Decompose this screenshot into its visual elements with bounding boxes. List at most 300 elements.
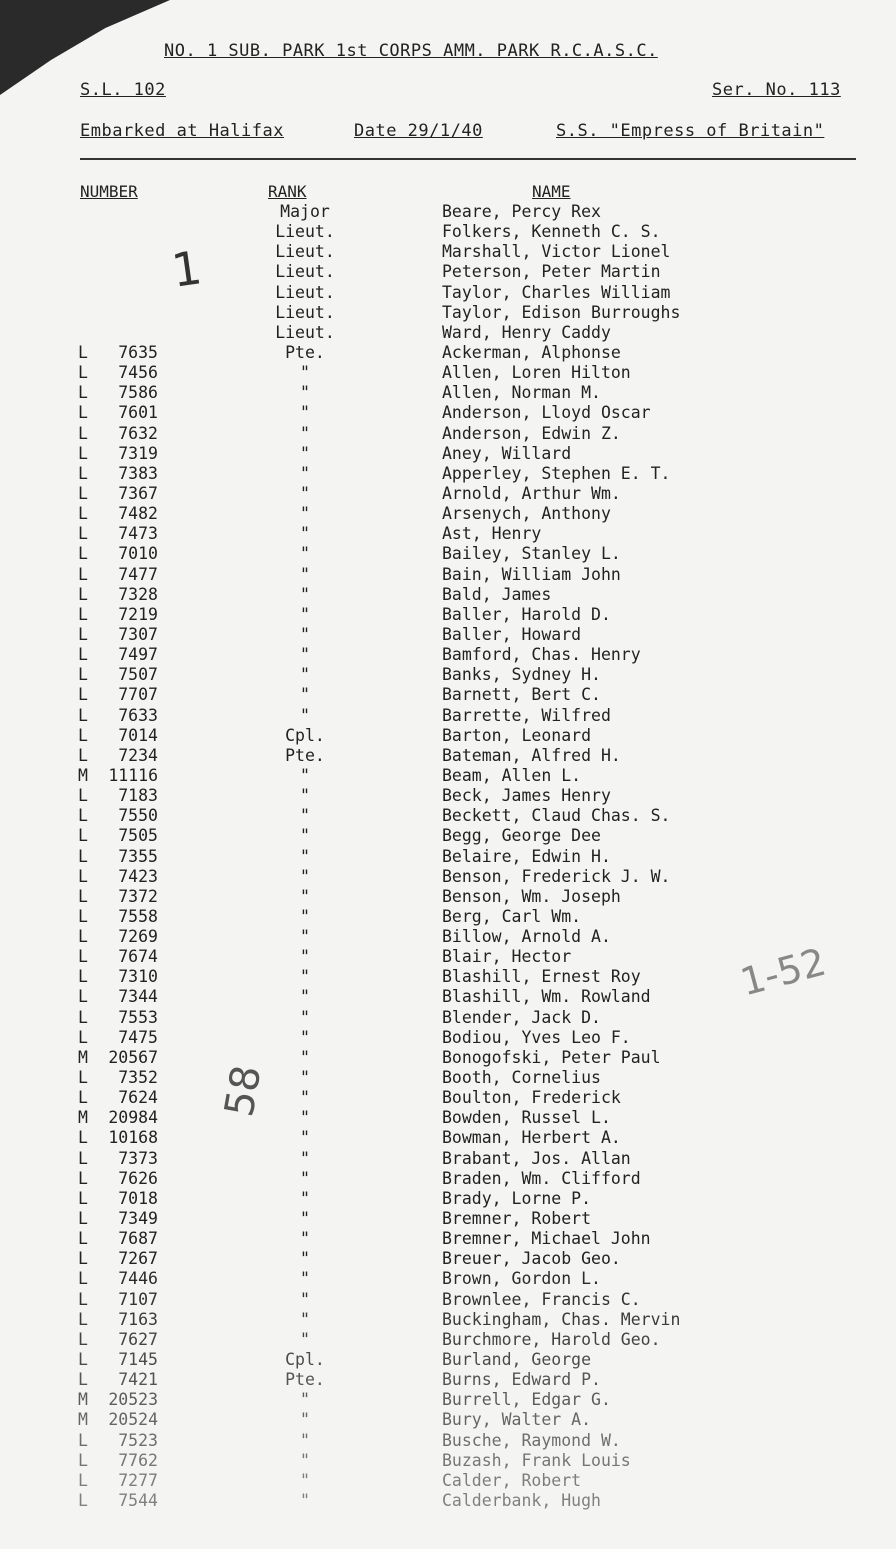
row-rank: " — [300, 544, 310, 564]
row-rank: Cpl. — [285, 725, 325, 745]
row-rank: " — [300, 806, 310, 826]
row-rank: " — [300, 443, 310, 463]
handwritten-tick: 1 — [168, 240, 205, 298]
row-prefix: L — [78, 1289, 88, 1309]
row-rank: " — [300, 665, 310, 685]
row-rank: Pte. — [285, 745, 325, 765]
row-number: 7319 — [118, 443, 158, 463]
row-prefix: L — [78, 1430, 88, 1450]
row-number: 7627 — [118, 1329, 158, 1349]
table-row — [0, 847, 896, 867]
row-number: 7497 — [118, 645, 158, 665]
row-prefix: L — [78, 786, 88, 806]
row-prefix: M — [78, 1390, 88, 1410]
row-prefix: L — [78, 886, 88, 906]
row-rank: " — [300, 846, 310, 866]
row-name: Burrell, Edgar G. — [442, 1390, 611, 1410]
row-name: Calder, Robert — [442, 1470, 582, 1490]
row-rank: " — [300, 584, 310, 604]
row-name: Brownlee, Francis C. — [442, 1289, 641, 1309]
row-name: Begg, George Dee — [442, 826, 601, 846]
table-row — [0, 323, 896, 343]
row-number: 7550 — [118, 806, 158, 826]
table-row — [0, 1088, 896, 1108]
row-number: 7674 — [118, 947, 158, 967]
row-name: Bowman, Herbert A. — [442, 1128, 621, 1148]
row-number: 7456 — [118, 363, 158, 383]
table-row — [0, 826, 896, 846]
row-rank: " — [300, 886, 310, 906]
table-row — [0, 403, 896, 423]
row-number: 20523 — [108, 1390, 158, 1410]
row-rank: " — [300, 624, 310, 644]
table-row — [0, 706, 896, 726]
table-row — [0, 645, 896, 665]
row-name: Booth, Cornelius — [442, 1068, 601, 1088]
row-name: Blashill, Ernest Roy — [442, 967, 641, 987]
row-name: Beckett, Claud Chas. S. — [442, 806, 671, 826]
row-prefix: L — [78, 403, 88, 423]
row-rank: " — [300, 1168, 310, 1188]
row-name: Bodiou, Yves Leo F. — [442, 1027, 631, 1047]
row-name: Brady, Lorne P. — [442, 1188, 592, 1208]
row-number: 7482 — [118, 504, 158, 524]
row-rank: " — [300, 1027, 310, 1047]
row-number: 7373 — [118, 1148, 158, 1168]
row-number: 7145 — [118, 1350, 158, 1370]
row-prefix: L — [78, 987, 88, 1007]
row-number: 7267 — [118, 1249, 158, 1269]
table-row — [0, 766, 896, 786]
row-name: Apperley, Stephen E. T. — [442, 463, 671, 483]
row-prefix: L — [78, 463, 88, 483]
row-number: 7383 — [118, 463, 158, 483]
row-number: 7523 — [118, 1430, 158, 1450]
table-row — [0, 544, 896, 564]
table-row — [0, 1229, 896, 1249]
row-rank: " — [300, 866, 310, 886]
row-name: Marshall, Victor Lionel — [442, 242, 671, 262]
table-row — [0, 867, 896, 887]
row-number: 7018 — [118, 1188, 158, 1208]
row-prefix: L — [78, 1249, 88, 1269]
row-name: Bamford, Chas. Henry — [442, 645, 641, 665]
header-rule — [80, 158, 856, 160]
row-name: Bremner, Robert — [442, 1209, 592, 1229]
row-number: 7183 — [118, 786, 158, 806]
row-number: 7307 — [118, 624, 158, 644]
row-name: Barton, Leonard — [442, 725, 592, 745]
row-prefix: L — [78, 906, 88, 926]
row-name: Taylor, Edison Burroughs — [442, 302, 681, 322]
table-row — [0, 806, 896, 826]
row-prefix: L — [78, 1329, 88, 1349]
row-name: Busche, Raymond W. — [442, 1430, 621, 1450]
row-name: Arsenych, Anthony — [442, 504, 611, 524]
row-prefix: L — [78, 524, 88, 544]
row-rank: " — [300, 1007, 310, 1027]
row-name: Bremner, Michael John — [442, 1229, 651, 1249]
table-row — [0, 1189, 896, 1209]
table-row — [0, 1410, 896, 1430]
row-prefix: L — [78, 846, 88, 866]
row-rank: " — [300, 504, 310, 524]
row-number: 7624 — [118, 1088, 158, 1108]
table-row — [0, 1370, 896, 1390]
margin-note: 58 — [216, 1061, 271, 1121]
row-number: 7269 — [118, 927, 158, 947]
table-row — [0, 1491, 896, 1511]
row-prefix: L — [78, 826, 88, 846]
row-rank: " — [300, 423, 310, 443]
row-number: 7349 — [118, 1209, 158, 1229]
row-number: 10168 — [108, 1128, 158, 1148]
row-name: Allen, Loren Hilton — [442, 363, 631, 383]
row-prefix: L — [78, 866, 88, 886]
side-pencil-note: 1-52 — [735, 939, 831, 1005]
row-rank: " — [300, 1329, 310, 1349]
row-rank: " — [300, 685, 310, 705]
row-prefix: L — [78, 1350, 88, 1370]
row-rank: Lieut. — [275, 222, 335, 242]
table-row — [0, 1048, 896, 1068]
table-row — [0, 907, 896, 927]
row-name: Braden, Wm. Clifford — [442, 1168, 641, 1188]
row-prefix: L — [78, 1188, 88, 1208]
row-rank: " — [300, 524, 310, 544]
row-number: 7328 — [118, 584, 158, 604]
row-name: Barnett, Bert C. — [442, 685, 601, 705]
row-rank: " — [300, 1410, 310, 1430]
row-prefix: L — [78, 1168, 88, 1188]
row-name: Beck, James Henry — [442, 786, 611, 806]
table-row — [0, 1431, 896, 1451]
row-number: 7310 — [118, 967, 158, 987]
table-row — [0, 1330, 896, 1350]
row-prefix: L — [78, 705, 88, 725]
row-name: Ast, Henry — [442, 524, 542, 544]
row-prefix: L — [78, 1370, 88, 1390]
table-row — [0, 1128, 896, 1148]
column-header-name: NAME — [532, 182, 571, 201]
row-name: Baller, Harold D. — [442, 604, 611, 624]
row-number: 11116 — [108, 765, 158, 785]
row-prefix: L — [78, 1027, 88, 1047]
row-rank: " — [300, 363, 310, 383]
row-number: 7586 — [118, 383, 158, 403]
row-prefix: L — [78, 1450, 88, 1470]
row-rank: " — [300, 1148, 310, 1168]
row-rank: " — [300, 786, 310, 806]
row-rank: " — [300, 1309, 310, 1329]
table-row — [0, 444, 896, 464]
row-rank: " — [300, 1269, 310, 1289]
row-prefix: L — [78, 1229, 88, 1249]
table-row — [0, 1209, 896, 1229]
row-number: 7010 — [118, 544, 158, 564]
table-row — [0, 565, 896, 585]
row-rank: " — [300, 947, 310, 967]
table-row — [0, 504, 896, 524]
row-name: Bald, James — [442, 584, 552, 604]
row-rank: " — [300, 564, 310, 584]
table-row — [0, 887, 896, 907]
table-row — [0, 383, 896, 403]
row-prefix: L — [78, 1491, 88, 1510]
table-row — [0, 1290, 896, 1310]
table-row — [0, 1310, 896, 1330]
row-number: 7421 — [118, 1370, 158, 1390]
table-row — [0, 303, 896, 323]
row-prefix: L — [78, 947, 88, 967]
row-number: 7632 — [118, 423, 158, 443]
table-row — [0, 605, 896, 625]
row-rank: " — [300, 1088, 310, 1108]
row-prefix: L — [78, 1209, 88, 1229]
row-rank: Lieut. — [275, 322, 335, 342]
row-prefix: L — [78, 1007, 88, 1027]
row-rank: Lieut. — [275, 262, 335, 282]
table-row — [0, 524, 896, 544]
row-number: 7633 — [118, 705, 158, 725]
row-rank: Major — [280, 202, 330, 221]
row-number: 7014 — [118, 725, 158, 745]
row-number: 7626 — [118, 1168, 158, 1188]
row-prefix: L — [78, 423, 88, 443]
row-prefix: L — [78, 645, 88, 665]
row-prefix: L — [78, 1309, 88, 1329]
row-rank: " — [300, 1047, 310, 1067]
table-row — [0, 1008, 896, 1028]
row-rank: " — [300, 826, 310, 846]
row-rank: " — [300, 1491, 310, 1510]
row-name: Banks, Sydney H. — [442, 665, 601, 685]
row-rank: " — [300, 987, 310, 1007]
table-row — [0, 464, 896, 484]
row-prefix: L — [78, 544, 88, 564]
row-number: 7553 — [118, 1007, 158, 1027]
row-name: Boulton, Frederick — [442, 1088, 621, 1108]
row-name: Bateman, Alfred H. — [442, 745, 621, 765]
row-number: 7344 — [118, 987, 158, 1007]
row-rank: " — [300, 967, 310, 987]
row-rank: " — [300, 403, 310, 423]
row-prefix: L — [78, 624, 88, 644]
row-prefix: L — [78, 383, 88, 403]
row-number: 7355 — [118, 846, 158, 866]
row-rank: " — [300, 645, 310, 665]
table-row — [0, 1350, 896, 1370]
table-row — [0, 242, 896, 262]
serial-number: Ser. No. 113 — [712, 80, 841, 100]
ship-name: S.S. "Empress of Britain" — [556, 121, 825, 141]
row-rank: Pte. — [285, 1370, 325, 1390]
row-number: 7544 — [118, 1491, 158, 1510]
table-row — [0, 625, 896, 645]
row-name: Blair, Hector — [442, 947, 572, 967]
row-name: Anderson, Edwin Z. — [442, 423, 621, 443]
table-row — [0, 262, 896, 282]
row-name: Belaire, Edwin H. — [442, 846, 611, 866]
row-number: 20524 — [108, 1410, 158, 1430]
table-row — [0, 363, 896, 383]
row-name: Bowden, Russel L. — [442, 1108, 611, 1128]
table-row — [0, 1149, 896, 1169]
row-number: 7507 — [118, 665, 158, 685]
row-rank: " — [300, 1430, 310, 1450]
row-prefix: L — [78, 584, 88, 604]
row-name: Buzash, Frank Louis — [442, 1450, 631, 1470]
table-row — [0, 1390, 896, 1410]
row-prefix: M — [78, 765, 88, 785]
row-number: 7163 — [118, 1309, 158, 1329]
row-name: Burland, George — [442, 1350, 592, 1370]
table-row — [0, 685, 896, 705]
sl-number: S.L. 102 — [80, 80, 166, 100]
table-row — [0, 424, 896, 444]
row-prefix: L — [78, 483, 88, 503]
row-name: Beam, Allen L. — [442, 765, 582, 785]
nominal-roll-list — [0, 202, 896, 1511]
table-row — [0, 202, 896, 222]
row-prefix: L — [78, 685, 88, 705]
row-name: Folkers, Kenneth C. S. — [442, 222, 661, 242]
row-number: 7601 — [118, 403, 158, 423]
row-rank: " — [300, 705, 310, 725]
row-name: Bain, William John — [442, 564, 621, 584]
row-name: Aney, Willard — [442, 443, 572, 463]
table-row — [0, 726, 896, 746]
row-prefix: L — [78, 725, 88, 745]
row-number: 7762 — [118, 1450, 158, 1470]
row-name: Baller, Howard — [442, 624, 582, 644]
row-rank: " — [300, 1209, 310, 1229]
row-rank: " — [300, 1289, 310, 1309]
row-name: Barrette, Wilfred — [442, 705, 611, 725]
row-name: Burns, Edward P. — [442, 1370, 601, 1390]
table-row — [0, 665, 896, 685]
row-name: Bailey, Stanley L. — [442, 544, 621, 564]
row-prefix: L — [78, 665, 88, 685]
document-title: NO. 1 SUB. PARK 1st CORPS AMM. PARK R.C.A.S.C. — [164, 41, 658, 61]
row-rank: " — [300, 1450, 310, 1470]
table-row — [0, 746, 896, 766]
table-row — [0, 1169, 896, 1189]
row-rank: " — [300, 906, 310, 926]
row-prefix: M — [78, 1047, 88, 1067]
table-row — [0, 1068, 896, 1088]
row-number: 20567 — [108, 1047, 158, 1067]
row-name: Peterson, Peter Martin — [442, 262, 661, 282]
row-prefix: L — [78, 564, 88, 584]
table-row — [0, 343, 896, 363]
row-rank: " — [300, 463, 310, 483]
row-name: Burchmore, Harold Geo. — [442, 1329, 661, 1349]
row-name: Billow, Arnold A. — [442, 927, 611, 947]
row-name: Benson, Wm. Joseph — [442, 886, 621, 906]
row-number: 7505 — [118, 826, 158, 846]
table-row — [0, 927, 896, 947]
row-rank: " — [300, 1188, 310, 1208]
row-number: 7367 — [118, 483, 158, 503]
row-name: Buckingham, Chas. Mervin — [442, 1309, 681, 1329]
row-prefix: L — [78, 967, 88, 987]
table-row — [0, 1249, 896, 1269]
row-rank: " — [300, 1229, 310, 1249]
row-prefix: L — [78, 1470, 88, 1490]
row-number: 7446 — [118, 1269, 158, 1289]
table-row — [0, 786, 896, 806]
row-number: 20984 — [108, 1108, 158, 1128]
row-name: Beare, Percy Rex — [442, 202, 601, 221]
row-prefix: L — [78, 806, 88, 826]
row-number: 7477 — [118, 564, 158, 584]
row-prefix: L — [78, 1269, 88, 1289]
row-rank: " — [300, 1128, 310, 1148]
row-number: 7473 — [118, 524, 158, 544]
row-name: Allen, Norman M. — [442, 383, 601, 403]
row-rank: " — [300, 483, 310, 503]
row-prefix: L — [78, 1148, 88, 1168]
row-prefix: L — [78, 342, 88, 362]
row-name: Blashill, Wm. Rowland — [442, 987, 651, 1007]
embark-date: Date 29/1/40 — [354, 121, 483, 141]
row-number: 7107 — [118, 1289, 158, 1309]
row-prefix: L — [78, 604, 88, 624]
row-name: Benson, Frederick J. W. — [442, 866, 671, 886]
row-rank: " — [300, 1390, 310, 1410]
row-prefix: L — [78, 745, 88, 765]
row-name: Ward, Henry Caddy — [442, 322, 611, 342]
table-row — [0, 585, 896, 605]
row-rank: " — [300, 1470, 310, 1490]
row-prefix: L — [78, 1068, 88, 1088]
row-name: Bonogofski, Peter Paul — [442, 1047, 661, 1067]
row-rank: Cpl. — [285, 1350, 325, 1370]
row-number: 7707 — [118, 685, 158, 705]
row-number: 7687 — [118, 1229, 158, 1249]
row-rank: " — [300, 1068, 310, 1088]
row-name: Brown, Gordon L. — [442, 1269, 601, 1289]
row-name: Brabant, Jos. Allan — [442, 1148, 631, 1168]
row-name: Breuer, Jacob Geo. — [442, 1249, 621, 1269]
row-number: 7234 — [118, 745, 158, 765]
row-name: Blender, Jack D. — [442, 1007, 601, 1027]
row-prefix: L — [78, 363, 88, 383]
row-prefix: L — [78, 443, 88, 463]
row-name: Taylor, Charles William — [442, 282, 671, 302]
row-rank: Lieut. — [275, 302, 335, 322]
row-number: 7277 — [118, 1470, 158, 1490]
row-rank: " — [300, 604, 310, 624]
row-number: 7352 — [118, 1068, 158, 1088]
row-prefix: L — [78, 504, 88, 524]
row-prefix: L — [78, 1088, 88, 1108]
row-name: Calderbank, Hugh — [442, 1491, 601, 1510]
row-number: 7558 — [118, 906, 158, 926]
row-prefix: L — [78, 1128, 88, 1148]
table-row — [0, 1108, 896, 1128]
row-rank: Pte. — [285, 342, 325, 362]
table-row — [0, 283, 896, 303]
row-rank: " — [300, 927, 310, 947]
row-name: Berg, Carl Wm. — [442, 906, 582, 926]
embarked-location: Embarked at Halifax — [80, 121, 284, 141]
row-number: 7372 — [118, 886, 158, 906]
row-number: 7423 — [118, 866, 158, 886]
column-header-number: NUMBER — [80, 182, 138, 201]
row-rank: " — [300, 1108, 310, 1128]
